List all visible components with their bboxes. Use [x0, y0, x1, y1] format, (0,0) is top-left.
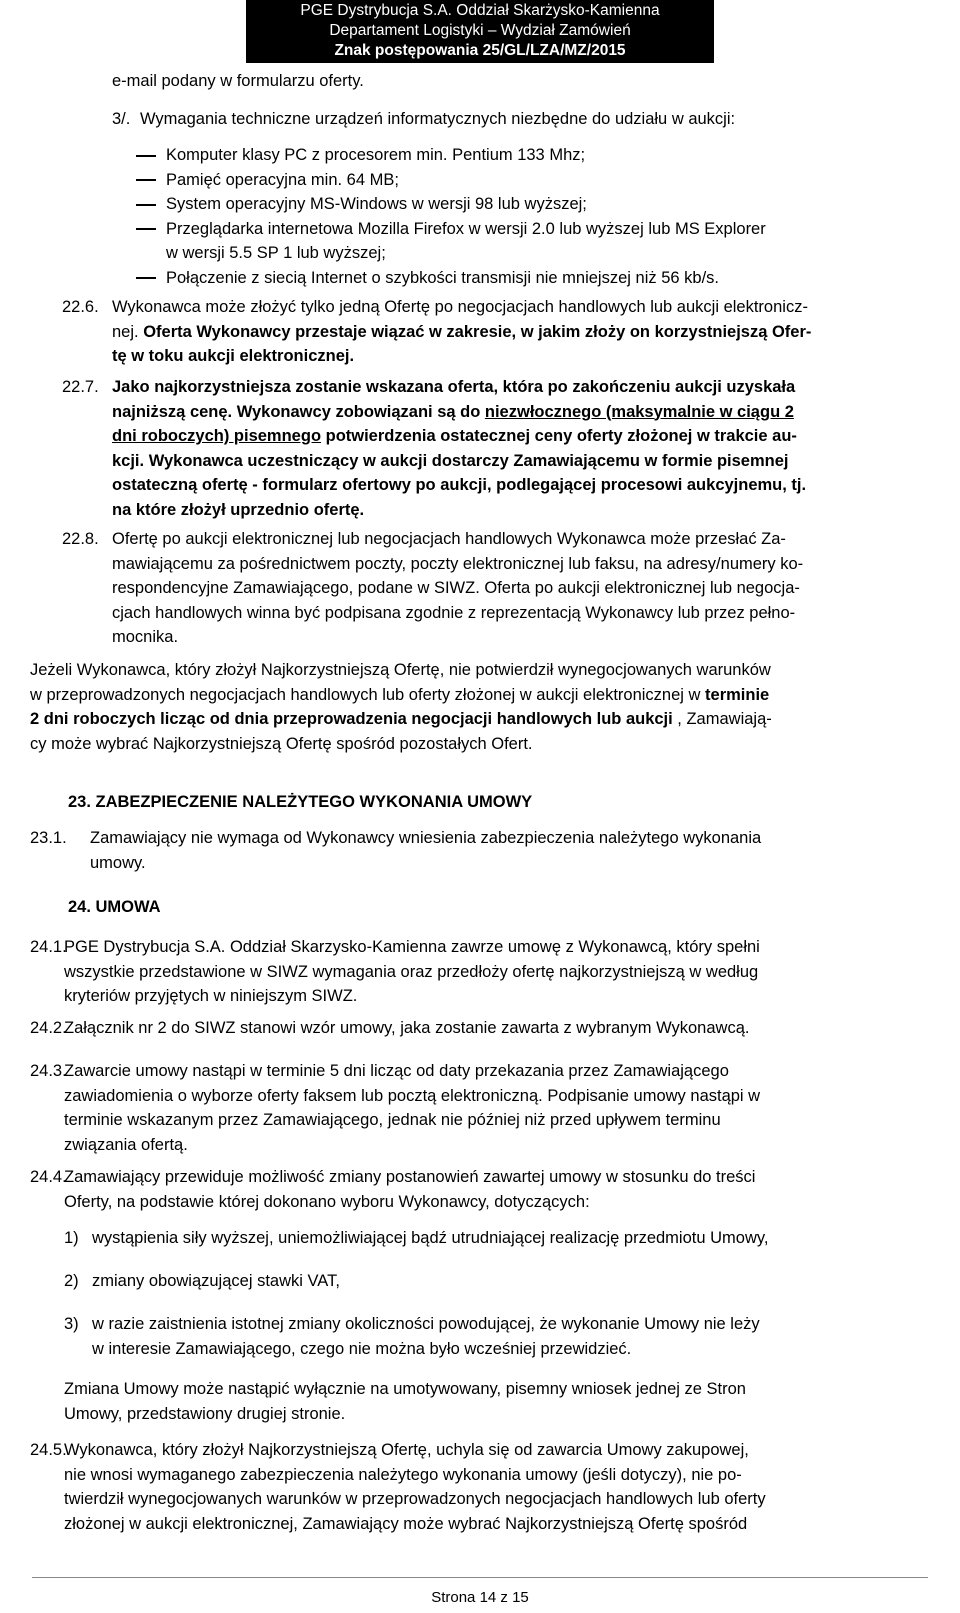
- text-span: nej.: [112, 322, 144, 341]
- list-number: 3): [64, 1315, 79, 1333]
- text-line: kryteriów przyjętych w niniejszym SIWZ.: [64, 987, 358, 1005]
- document-header: [246, 0, 714, 63]
- text-line: tę w toku aukcji elektronicznej.: [112, 347, 355, 365]
- req-title: Wymagania techniczne urządzeń informatycznych niezbędne do udziału w aukcji:: [140, 110, 736, 128]
- text-line: respondencyjne Zamawiającego, podane w SIWZ. Oferta po aukcji elektronicznej lub negocja-: [112, 579, 800, 597]
- text-line: Zamawiający przewiduje możliwość zmiany postanowień zawartej umowy w stosunku do treści: [64, 1168, 756, 1186]
- list-item: Przeglądarka internetowa Mozilla Firefox w wersji 2.0 lub wyższej lub MS Explorer: [166, 219, 766, 238]
- text-line: w razie zaistnienia istotnej zmiany okoliczności powodującej, że wykonanie Umowy nie leży: [92, 1315, 760, 1333]
- text-line: cy może wybrać Najkorzystniejszą Ofertę spośród pozostałych Ofert.: [30, 734, 533, 753]
- section-22-6: [112, 295, 954, 369]
- section-24-1: [64, 935, 956, 1009]
- list-item: Pamięć operacyjna min. 64 MB;: [166, 170, 399, 189]
- text-line: [112, 449, 954, 474]
- text-line: na które złożył uprzednio ofertę.: [112, 500, 365, 519]
- section-24-2: Załącznik nr 2 do SIWZ stanowi wzór umowy, jaka zostanie zawarta z wybranym Wykonawcą.: [64, 1019, 750, 1037]
- text-span: , Zamawiają-: [672, 710, 772, 728]
- section-22-8: [112, 527, 954, 650]
- requirements-list: [166, 143, 956, 290]
- text-line: Wykonawca, który złożył Najkorzystniejszą Ofertę, uchyla się od zawarcia Umowy zakupowej,: [64, 1441, 749, 1459]
- bullet-dash: [136, 228, 156, 230]
- text-line: [112, 424, 954, 449]
- text-line: cjach handlowych winna być podpisana zgodnie z reprezentacją Wykonawcy lub przez pełno-: [112, 603, 796, 622]
- text-line: Oferty, na podstawie której dokonano wyboru Wykonawcy, dotyczących:: [64, 1192, 590, 1211]
- list-item: Komputer klasy PC z procesorem min. Pentium 133 Mhz;: [166, 146, 586, 164]
- page-number: Strona 14 z 15: [431, 1589, 529, 1606]
- text-line: mawiającemu za pośrednictwem poczty, poczty elektronicznej lub faksu, na adresy/numery ko-: [112, 554, 804, 573]
- bullet-dash: [136, 155, 156, 157]
- text-line: [30, 683, 956, 708]
- text-span: potwierdzenia ostatecznej ceny oferty złożonej w trakcie au-: [321, 427, 797, 445]
- text-line: PGE Dystrybucja S.A. Oddział Skarzysko-Kamienna zawrze umowę z Wykonawcą, który spełni: [64, 938, 760, 956]
- text-span: w przeprowadzonych negocjacjach handlowych lub oferty złożonej w aukcji elektronicznej w: [30, 685, 706, 704]
- intro-line: e-mail podany w formularzu oferty.: [112, 72, 364, 90]
- text-span: Wykonawcy zobowiązani są do: [236, 402, 485, 421]
- section-number: 24.3.: [30, 1062, 67, 1080]
- text-line: zawiadomienia o wyborze oferty faksem lub pocztą elektroniczną. Podpisanie umowy nastąpi w: [64, 1086, 761, 1105]
- text-line: Jeżeli Wykonawca, który złożył Najkorzystniejszą Ofertę, nie potwierdził wynegocjowanych warunków: [30, 661, 771, 679]
- req-number: 3/.: [112, 110, 131, 128]
- section-24-3: [64, 1059, 956, 1157]
- text-line: Jako najkorzystniejsza zostanie wskazana oferta, która po zakończeniu aukcji uzyskała: [112, 378, 796, 396]
- text-line: wszystkie przedstawione w SIWZ wymagania oraz przedłoży ofertę najkorzystniejszą w według: [64, 962, 759, 981]
- section-number: 22.7.: [62, 378, 99, 396]
- list-number: 1): [64, 1229, 79, 1247]
- text-line: mocnika.: [112, 628, 179, 646]
- footer-divider: [32, 1577, 928, 1578]
- underlined-span: dni roboczych) pisemnego: [112, 427, 322, 445]
- bold-span: Oferta Wykonawcy przestaje wiązać w zakresie, w jakim złoży on korzystniejszą Ofer-: [143, 322, 812, 341]
- section-24-4: [64, 1165, 956, 1214]
- list-number: 2): [64, 1272, 79, 1290]
- text-line: ostateczną ofertę - formularz ofertowy po aukcji, podlegającej procesowi aukcyjnemu, tj.: [112, 476, 807, 494]
- text-line: [30, 707, 956, 732]
- text-line: nie wnosi wymaganego zabezpieczenia należytego wykonania umowy (jeśli dotyczy), nie po-: [64, 1465, 742, 1484]
- header-company: PGE Dystrybucja S.A. Oddział Skarżysko-Kamienna: [300, 2, 660, 19]
- list-item: wystąpienia siły wyższej, uniemożliwiającej bądź utrudniającej realizację przedmiotu Umowy,: [92, 1229, 769, 1247]
- text-span: kcji.: [112, 451, 149, 470]
- section-22-7: [112, 375, 954, 522]
- bold-span: 2 dni roboczych licząc od dnia przeprowadzenia negocjacji handlowych lub aukcji: [30, 710, 673, 728]
- section-number: 23.1.: [30, 829, 67, 847]
- text-line: Umowy, przedstawiony drugiej stronie.: [64, 1404, 346, 1423]
- section-number: 24.1.: [30, 938, 67, 956]
- section-number: 24.2.: [30, 1019, 67, 1037]
- text-line: [112, 400, 954, 425]
- underlined-span: niezwłocznego (maksymalnie w ciągu 2: [484, 402, 794, 421]
- section-number: 24.5.: [30, 1441, 67, 1459]
- text-line: złożonej w aukcji elektronicznej, Zamawiający może wybrać Najkorzystniejszą Ofertę spośród: [64, 1514, 748, 1533]
- section-number: 24.4.: [30, 1168, 67, 1186]
- text-line: umowy.: [90, 853, 146, 872]
- text-line: Zawarcie umowy nastąpi w terminie 5 dni licząc od daty przekazania przez Zamawiającego: [64, 1062, 729, 1080]
- text-line: Zamawiający nie wymaga od Wykonawcy wniesienia zabezpieczenia należytego wykonania: [90, 829, 762, 847]
- text-line: twierdził wynegocjowanych warunków w przeprowadzonych negocjacjach handlowych lub oferty: [64, 1490, 766, 1508]
- text-line: Ofertę po aukcji elektronicznej lub negocjacjach handlowych Wykonawca może przesłać Za-: [112, 530, 786, 548]
- text-line: Zmiana Umowy może nastąpić wyłącznie na umotywowany, pisemny wniosek jednej ze Stron: [64, 1380, 746, 1398]
- text-line: w interesie Zamawiającego, czego nie można było wcześniej przewidzieć.: [92, 1339, 632, 1358]
- section-24-4-closing: [64, 1377, 956, 1426]
- text-span: Wykonawca uczestniczący w aukcji dostarczy Zamawiającemu w formie pisemnej: [148, 451, 789, 470]
- text-line: związania ofertą.: [64, 1135, 188, 1154]
- list-item: Połączenie z siecią Internet o szybkości transmisji nie mniejszej niż 56 kb/s.: [166, 268, 719, 287]
- list-item: zmiany obowiązującej stawki VAT,: [92, 1272, 340, 1290]
- list-item: [92, 1312, 760, 1361]
- section-number: 22.8.: [62, 530, 99, 548]
- list-item: System operacyjny MS-Windows w wersji 98 lub wyższej;: [166, 195, 587, 213]
- text-line: Wykonawca może złożyć tylko jedną Ofertę po negocjacjach handlowych lub aukcji elektronicz-: [112, 298, 808, 316]
- section-24-5: [64, 1438, 956, 1536]
- bullet-dash: [136, 277, 156, 279]
- section-number: 22.6.: [62, 298, 99, 316]
- list-item-continuation: w wersji 5.5 SP 1 lub wyższej;: [166, 244, 386, 262]
- section-23-heading: 23. ZABEZPIECZENIE NALEŻYTEGO WYKONANIA UMOWY: [68, 793, 533, 811]
- bold-span: terminie: [705, 685, 770, 704]
- header-department: Departament Logistyki – Wydział Zamówień: [329, 22, 631, 39]
- text-line: terminie wskazanym przez Zamawiającego, jednak nie później niż przed upływem terminu: [64, 1111, 721, 1129]
- paragraph-jezeli: [30, 658, 956, 756]
- text-line: [112, 320, 954, 345]
- bullet-dash: [136, 204, 156, 206]
- section-24-heading: 24. UMOWA: [68, 898, 161, 916]
- bullet-dash: [136, 179, 156, 181]
- section-23-1: [90, 826, 761, 875]
- header-reference: Znak postępowania 25/GL/LZA/MZ/2015: [334, 42, 626, 59]
- text-span: najniższą cenę.: [112, 402, 237, 421]
